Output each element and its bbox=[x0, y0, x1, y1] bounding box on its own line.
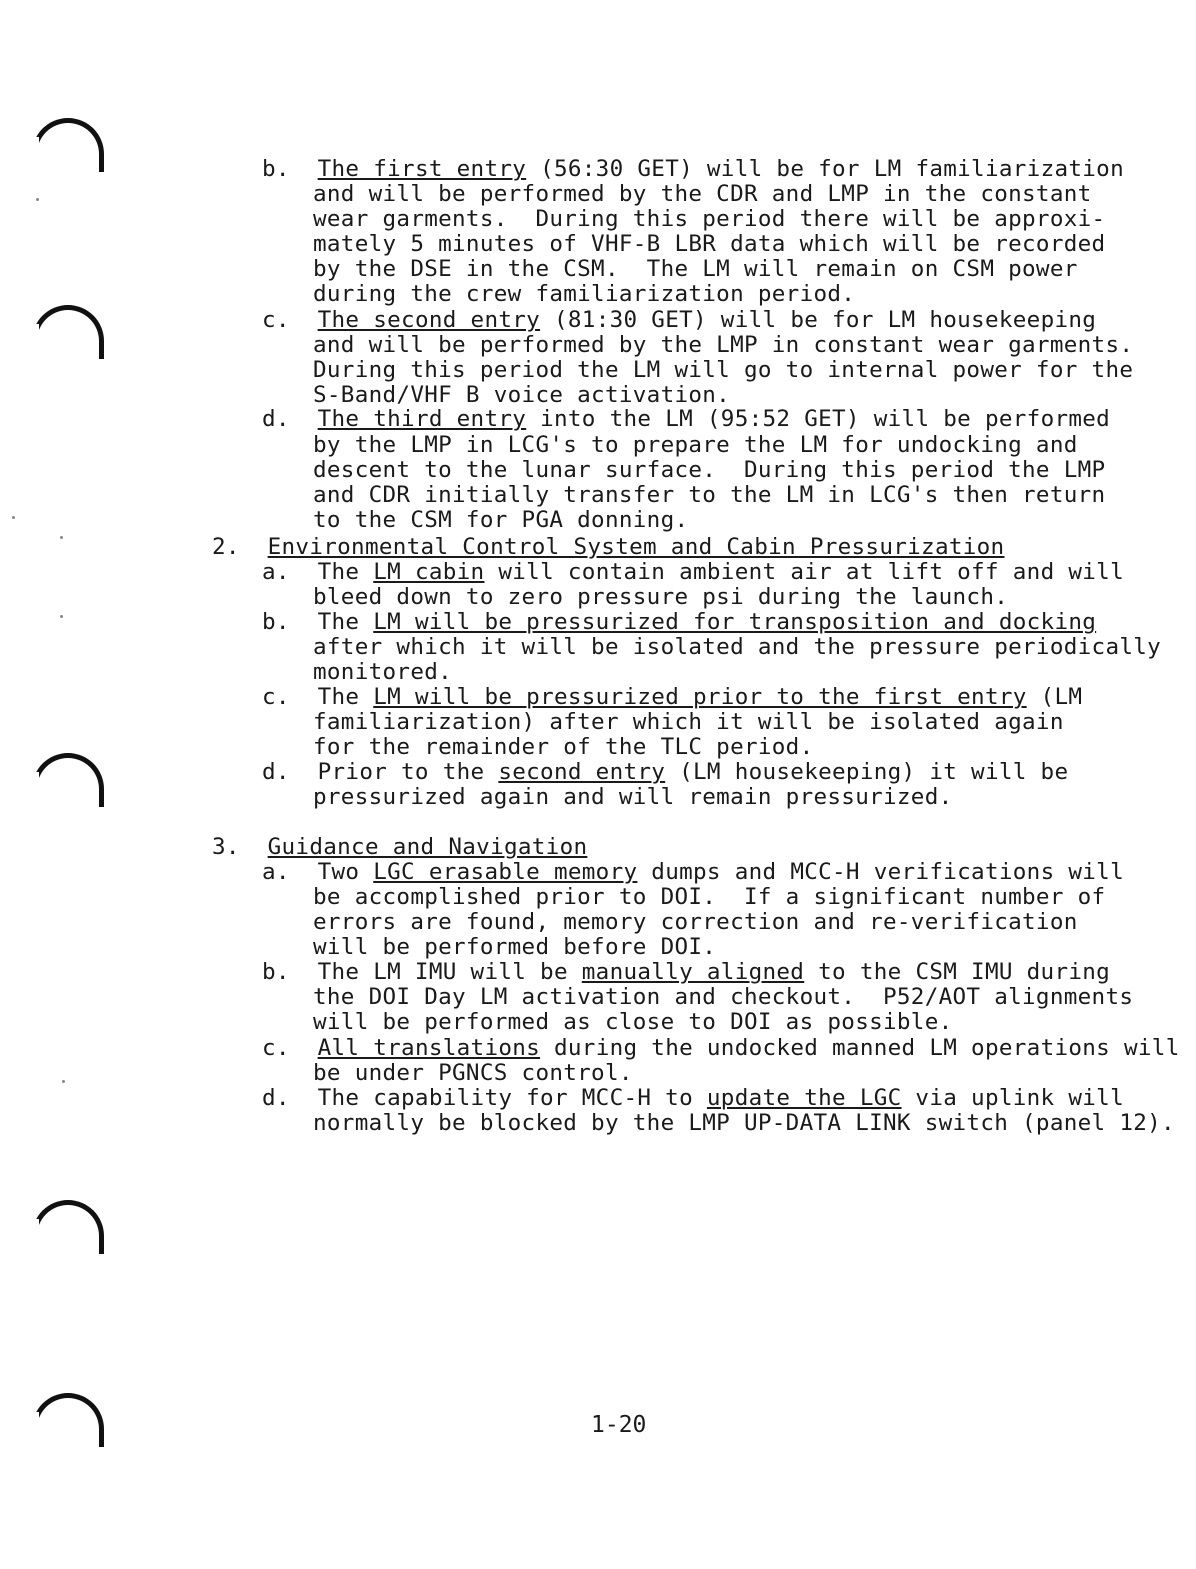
text-line-1c-1 bbox=[262, 308, 1096, 333]
text-span: d. bbox=[262, 406, 318, 432]
text-line-1c-2 bbox=[313, 333, 1133, 358]
text-span: will contain ambient air at lift off and will bbox=[484, 559, 1124, 585]
underlined-text: LM will be pressurized prior to the first entry bbox=[373, 684, 1027, 710]
text-line-3d-1 bbox=[262, 1086, 1124, 1111]
scan-speck bbox=[60, 536, 63, 539]
text-line-1d-5 bbox=[313, 508, 688, 533]
underlined-text: LM cabin bbox=[373, 559, 485, 585]
text-line-3b-3 bbox=[313, 1010, 953, 1035]
text-line-3c-2 bbox=[313, 1061, 633, 1086]
text-span: for the remainder of the TLC period. bbox=[313, 734, 814, 760]
text-span: dumps and MCC-H verifications will bbox=[637, 859, 1124, 885]
text-span: familiarization) after which it will be isolated again bbox=[313, 709, 1064, 735]
underlined-text: update the LGC bbox=[706, 1085, 902, 1111]
text-span: the DOI Day LM activation and checkout. P52/AOT alignments bbox=[313, 984, 1134, 1010]
binder-hole-1 bbox=[32, 118, 104, 172]
text-line-2d-1 bbox=[262, 760, 1068, 785]
underlined-text: The second entry bbox=[317, 307, 541, 333]
underlined-text: Environmental Control System and Cabin Pressurization bbox=[267, 534, 1005, 560]
text-span: be under PGNCS control. bbox=[313, 1060, 633, 1086]
text-span: errors are found, memory correction and re-verification bbox=[313, 909, 1078, 935]
underlined-text: The third entry bbox=[317, 406, 527, 432]
scan-speck bbox=[36, 198, 39, 201]
text-line-3a-3 bbox=[313, 910, 1078, 935]
page-number: 1-20 bbox=[591, 1412, 647, 1438]
text-line-2 bbox=[212, 535, 1004, 560]
text-span: pressurized again and will remain pressurized. bbox=[313, 784, 953, 810]
underlined-text: LGC erasable memory bbox=[373, 859, 638, 885]
binder-hole-5 bbox=[32, 1393, 104, 1447]
text-span: a. Two bbox=[262, 859, 374, 885]
text-span: descent to the lunar surface. During this period the LMP bbox=[313, 457, 1106, 483]
binder-hole-4 bbox=[32, 1200, 104, 1254]
text-span: b. The LM IMU will be bbox=[262, 959, 582, 985]
text-line-2d-2 bbox=[313, 785, 953, 810]
binder-hole-2 bbox=[32, 305, 104, 359]
text-span: and CDR initially transfer to the LM in LCG's then return bbox=[313, 482, 1106, 508]
text-line-3a-1 bbox=[262, 860, 1124, 885]
text-span: monitored. bbox=[313, 659, 453, 685]
text-span: will be performed as close to DOI as possible. bbox=[313, 1009, 953, 1035]
text-span: b. The bbox=[262, 609, 374, 635]
text-line-1d-4 bbox=[313, 483, 1105, 508]
text-span: during the crew familiarization period. bbox=[313, 281, 856, 307]
underlined-text: Guidance and Navigation bbox=[267, 834, 588, 860]
underlined-text: All translations bbox=[317, 1035, 541, 1061]
underlined-text: LM will be pressurized for transposition and docking bbox=[373, 609, 1097, 635]
text-line-1c-3 bbox=[313, 358, 1133, 383]
text-line-3 bbox=[212, 835, 587, 860]
text-line-2a-2 bbox=[313, 585, 1008, 610]
text-line-3a-4 bbox=[313, 935, 716, 960]
text-span: a. The bbox=[262, 559, 374, 585]
text-line-3a-2 bbox=[313, 885, 1105, 910]
text-span: (81:30 GET) will be for LM housekeeping bbox=[540, 307, 1097, 333]
text-span: mately 5 minutes of VHF-B LBR data which will be recorded bbox=[313, 231, 1106, 257]
underlined-text: second entry bbox=[498, 759, 666, 785]
text-span: and will be performed by the LMP in constant wear garments. bbox=[313, 332, 1134, 358]
text-span: 3. bbox=[212, 834, 268, 860]
text-span: 2. bbox=[212, 534, 268, 560]
text-span: normally be blocked by the LMP UP-DATA LINK switch (panel 12). bbox=[313, 1110, 1175, 1136]
text-span: During this period the LM will go to internal power for the bbox=[313, 357, 1134, 383]
text-span: be accomplished prior to DOI. If a significant number of bbox=[313, 884, 1106, 910]
text-span: to the CSM for PGA donning. bbox=[313, 507, 689, 533]
binder-hole-3 bbox=[32, 753, 104, 807]
text-span: S-Band/VHF B voice activation. bbox=[313, 382, 731, 408]
text-line-2b-1 bbox=[262, 610, 1096, 635]
text-span: during the undocked manned LM operations will bbox=[540, 1035, 1180, 1061]
text-span: will be performed before DOI. bbox=[313, 934, 717, 960]
text-line-1d-2 bbox=[313, 433, 1078, 458]
underlined-text: manually aligned bbox=[581, 959, 805, 985]
text-line-2b-3 bbox=[313, 660, 452, 685]
text-line-1d-1 bbox=[262, 407, 1110, 432]
text-line-2b-2 bbox=[313, 635, 1161, 660]
text-line-3b-2 bbox=[313, 985, 1133, 1010]
text-span: bleed down to zero pressure psi during the launch. bbox=[313, 584, 1009, 610]
text-span: into the LM (95:52 GET) will be performed bbox=[526, 406, 1111, 432]
text-span: by the LMP in LCG's to prepare the LM for undocking and bbox=[313, 432, 1078, 458]
text-line-2c-1 bbox=[262, 685, 1082, 710]
scan-speck bbox=[60, 615, 63, 618]
scan-speck bbox=[62, 1080, 65, 1083]
text-span: b. bbox=[262, 156, 318, 182]
text-span: d. Prior to the bbox=[262, 759, 499, 785]
text-line-3c-1 bbox=[262, 1036, 1180, 1061]
text-line-3b-1 bbox=[262, 960, 1110, 985]
text-line-1b-4 bbox=[313, 232, 1105, 257]
text-span: via uplink will bbox=[901, 1085, 1124, 1111]
text-line-1b-5 bbox=[313, 257, 1078, 282]
text-line-1b-2 bbox=[313, 182, 1092, 207]
text-span: (56:30 GET) will be for LM familiarization bbox=[526, 156, 1124, 182]
text-span: after which it will be isolated and the pressure periodically bbox=[313, 634, 1162, 660]
scan-speck bbox=[12, 516, 15, 519]
text-span: c. bbox=[262, 307, 318, 333]
text-line-2c-2 bbox=[313, 710, 1064, 735]
text-span: c. The bbox=[262, 684, 374, 710]
underlined-text: The first entry bbox=[317, 156, 527, 182]
text-line-1b-6 bbox=[313, 282, 855, 307]
text-span: by the DSE in the CSM. The LM will remain on CSM power bbox=[313, 256, 1078, 282]
text-line-1b-1 bbox=[262, 157, 1124, 182]
text-span: d. The capability for MCC-H to bbox=[262, 1085, 707, 1111]
text-line-1c-4 bbox=[313, 383, 730, 408]
text-span: c. bbox=[262, 1035, 318, 1061]
text-span: (LM bbox=[1026, 684, 1083, 710]
text-line-3d-2 bbox=[313, 1111, 1175, 1136]
text-span: wear garments. During this period there will be approxi- bbox=[313, 206, 1106, 232]
text-line-2a-1 bbox=[262, 560, 1124, 585]
text-span: to the CSM IMU during bbox=[804, 959, 1111, 985]
text-line-2c-3 bbox=[313, 735, 814, 760]
text-span: (LM housekeeping) it will be bbox=[665, 759, 1069, 785]
text-span: and will be performed by the CDR and LMP in the constant bbox=[313, 181, 1092, 207]
text-line-1b-3 bbox=[313, 207, 1105, 232]
text-line-1d-3 bbox=[313, 458, 1105, 483]
